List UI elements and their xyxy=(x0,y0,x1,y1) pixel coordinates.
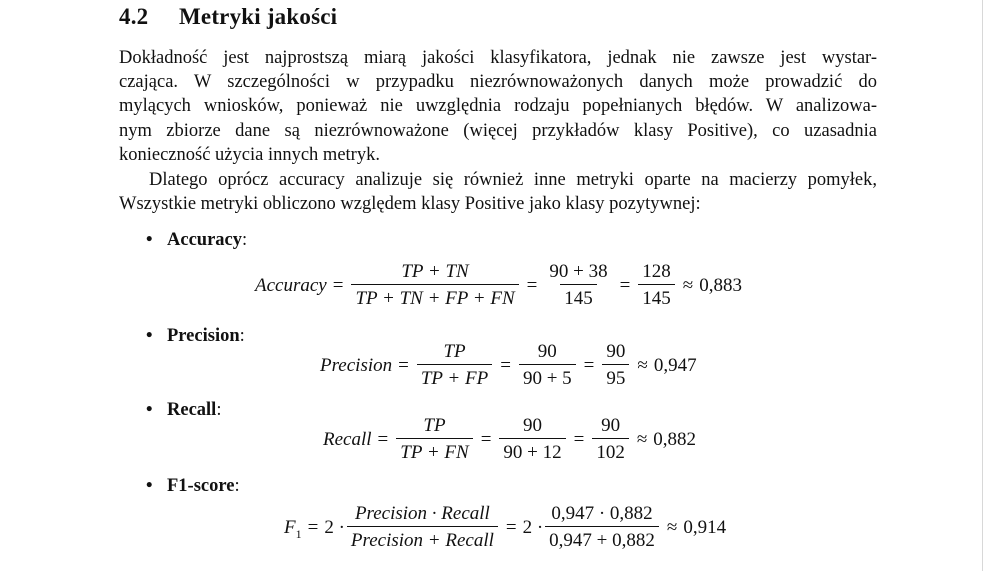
eq-equals: = xyxy=(505,516,517,538)
fraction-symbolic xyxy=(351,262,518,308)
bullet-label: Accuracy xyxy=(167,230,242,250)
fraction-denominator: 90 + 5 xyxy=(519,364,576,388)
eq-result: 0,914 xyxy=(683,516,727,538)
bullet-accuracy xyxy=(146,230,247,251)
eq-result: 0,883 xyxy=(699,274,742,296)
fraction-simplified xyxy=(638,262,675,308)
bullet-suffix: : xyxy=(242,230,248,250)
paragraph-line: czająca. W szczególności w przypadku niezrównoważonych danych może prowadzić do xyxy=(119,72,877,93)
bullet-dot: • xyxy=(146,400,153,420)
bullet-label: F1-score xyxy=(167,476,235,496)
fraction-substituted xyxy=(519,342,576,388)
eq-equals: = xyxy=(500,354,511,376)
fraction-numerator: 90 xyxy=(537,341,557,362)
fraction-denominator: 0,947 + 0,882 xyxy=(545,526,659,550)
fraction-denominator: 145 xyxy=(638,284,675,308)
paragraph-line: nym zbiorze dane są niezrównoważone (więcej przykładów klasy Positive), co uzasadnia xyxy=(119,120,877,141)
fraction-denominator: 145 xyxy=(560,284,597,308)
eq-equals: = xyxy=(377,428,389,450)
fraction-denominator: 90 + 12 xyxy=(499,438,565,462)
eq-approx: ≈ xyxy=(636,428,648,450)
section-number: 4.2 xyxy=(119,4,149,29)
fraction-numerator: TP + TN xyxy=(401,261,469,282)
paragraph-line: Dlatego oprócz accuracy analizuje się również inne metryki oparte na macierzy pomyłek, xyxy=(149,170,877,190)
paragraph-line: mylących wniosków, ponieważ nie uwzględnia rodzaju popełnianych błędów. W analizowa- xyxy=(119,96,877,117)
fraction-denominator: TP + FP xyxy=(417,364,492,388)
fraction-symbolic xyxy=(347,504,498,550)
bullet-label: Recall xyxy=(167,400,217,420)
bullet-dot: • xyxy=(146,326,153,346)
fraction-substituted xyxy=(545,262,611,308)
fraction-substituted xyxy=(499,416,565,462)
eq-coefficient: 2 · xyxy=(324,516,345,538)
eq-equals: = xyxy=(307,516,319,538)
page-edge-line xyxy=(982,0,983,571)
fraction-simplified xyxy=(592,416,629,462)
fraction-numerator: 90 xyxy=(606,341,626,362)
eq-equals: = xyxy=(619,274,631,296)
fraction-numerator: TP xyxy=(423,415,446,436)
eq-approx: ≈ xyxy=(682,274,694,296)
equation-accuracy xyxy=(255,262,742,308)
section-heading xyxy=(119,4,337,30)
bullet-suffix: : xyxy=(234,476,240,496)
fraction-denominator: TP + TN + FP + FN xyxy=(351,284,518,308)
fraction-numerator: 90 xyxy=(523,415,543,436)
eq-equals: = xyxy=(332,274,344,296)
paragraph-line: Dokładność jest najprostszą miarą jakości klasyfikatora, jednak nie zawsze jest wystar- xyxy=(119,48,877,68)
fraction-numerator: TP xyxy=(443,341,466,362)
eq-equals: = xyxy=(573,428,585,450)
fraction-denominator: 102 xyxy=(592,438,629,462)
fraction-numerator: 90 + 38 xyxy=(549,261,608,282)
fraction-symbolic xyxy=(417,342,492,388)
section-title-text: Metryki jakości xyxy=(179,4,338,29)
bullet-precision xyxy=(146,326,245,347)
bullet-recall xyxy=(146,400,221,421)
eq-equals: = xyxy=(583,354,595,376)
fraction-numerator: 0,947 · 0,882 xyxy=(551,503,653,524)
bullet-suffix: : xyxy=(239,326,245,346)
equation-f1 xyxy=(284,504,726,550)
fraction-numerator: 90 xyxy=(601,415,621,436)
fraction-denominator: 95 xyxy=(602,364,629,388)
fraction-denominator: Precision + Recall xyxy=(347,526,498,550)
eq-lhs: Accuracy xyxy=(255,274,327,296)
paragraph-intro xyxy=(119,46,877,167)
paragraph-line: Wszystkie metryki obliczono względem klasy Positive jako klasy pozytywnej: xyxy=(119,194,701,215)
eq-lhs-symbol: F xyxy=(284,516,296,538)
fraction-denominator: TP + FN xyxy=(396,438,472,462)
eq-coefficient: 2 · xyxy=(522,516,544,538)
fraction-numerator: 128 xyxy=(642,261,671,282)
bullet-dot: • xyxy=(146,476,153,496)
eq-approx: ≈ xyxy=(666,516,678,538)
bullet-dot: • xyxy=(146,230,153,250)
eq-result: 0,882 xyxy=(653,428,697,450)
fraction-symbolic xyxy=(396,416,472,462)
eq-lhs: Precision xyxy=(320,354,393,376)
fraction-numerator: Precision · Recall xyxy=(354,503,490,524)
eq-lhs: Recall xyxy=(323,428,372,450)
eq-equals: = xyxy=(480,428,492,450)
eq-result: 0,947 xyxy=(653,354,697,376)
eq-lhs-subscript: 1 xyxy=(295,526,302,541)
paragraph-metrics xyxy=(119,168,877,216)
eq-equals: = xyxy=(398,354,409,376)
paragraph-line: konieczność użycia innych metryk. xyxy=(119,144,380,165)
eq-lhs xyxy=(284,516,302,541)
fraction-simplified xyxy=(602,342,629,388)
eq-equals: = xyxy=(526,274,538,296)
eq-approx: ≈ xyxy=(637,354,648,376)
bullet-f1 xyxy=(146,476,240,497)
bullet-suffix: : xyxy=(216,400,222,420)
bullet-label: Precision xyxy=(167,326,240,346)
fraction-substituted xyxy=(545,504,659,550)
equation-precision xyxy=(320,342,697,388)
equation-recall xyxy=(323,416,696,462)
